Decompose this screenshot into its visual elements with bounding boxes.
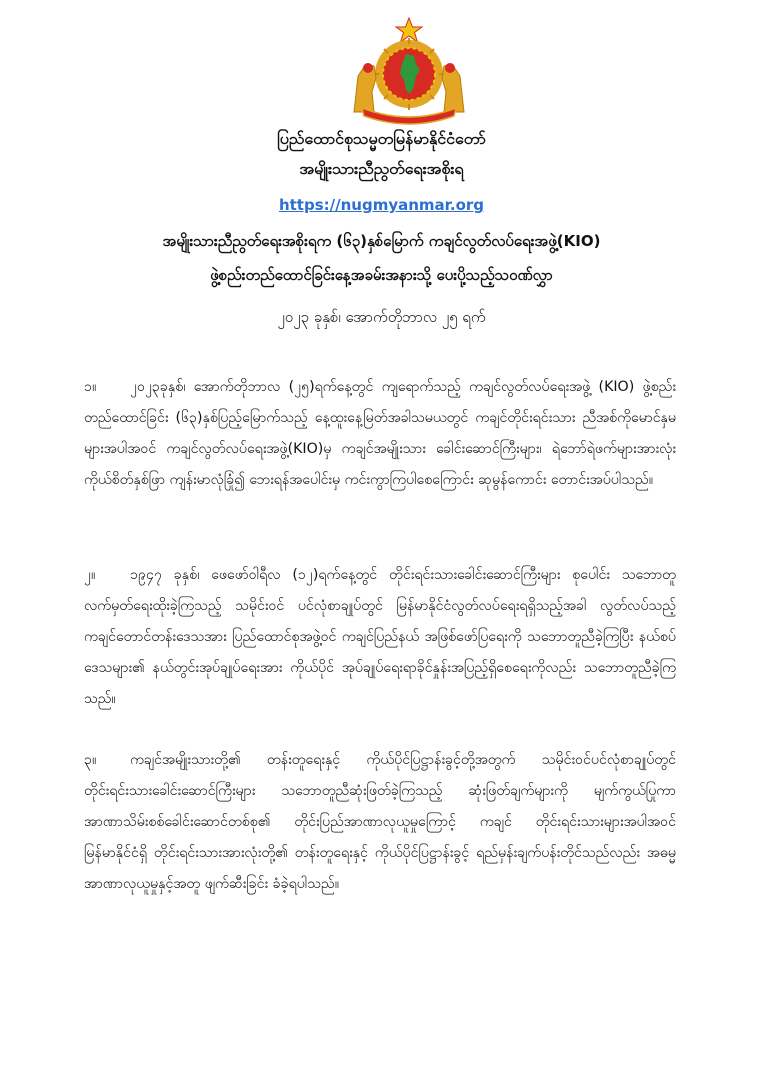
paragraph-2: [84, 560, 676, 715]
message-title-line-1: အမျိုးသားညီညွတ်ရေးအစိုးရက (၆၃)နှစ်မြောက် ကချင်လွတ်လပ်ရေးအဖွဲ့(KIO): [162, 232, 601, 250]
message-title-line-2: ဖွဲ့စည်းတည်ထောင်ခြင်းနေ့အခမ်းအနားသို့ ပေးပို့သည့်သဝဏ်လွှာ: [210, 266, 553, 284]
paragraph-number: ၁။: [84, 379, 97, 395]
paragraph-text: ၂၀၂၃ခုနှစ်၊ အောက်တိုဘာလ (၂၅)ရက်နေ့တွင် ကျရောက်သည့် ကချင်လွတ်လပ်ရေးအဖွဲ့ (KIO) ဖွဲ့စည်းတည်ထောင်ခြင်း (၆၃)နှစ်ပြည့်မြောက်သည့် နေ့ထူးနေ့မြတ်အခါသမယတွင် ကချင်တိုင်းရင်းသား ညီအစ်ကိုမောင်နှမများအပါအဝင် ကချင်လွတ်လပ်ရေးအဖွဲ့(KIO)မှ ကချင်အမျိုးသား ခေါင်းဆောင်ကြီးများ၊ ရဲဘော်ရဲဖက်များအားလုံး ကိုယ်စိတ်နှစ်ဖြာ ကျန်းမာလုံခြုံ၍ ဘေးရန်အပေါင်းမှ ကင်းကွာကြပါစေကြောင်း ဆုမွန်ကောင်း တောင်းအပ်ပါသည်။: [84, 379, 676, 488]
paragraph-1: [84, 372, 676, 496]
paragraph-text: ကချင်အမျိုးသားတို့၏ တန်းတူရေးနှင့် ကိုယ်ပိုင်ပြဋ္ဌာန်းခွင့်တို့အတွက် သမိုင်းဝင်ပင်လုံစာချုပ်တွင် တိုင်းရင်းသားခေါင်းဆောင်ကြီးများ သဘောတူညီဆုံးဖြတ်ခဲ့ကြသည့် ဆုံးဖြတ်ချက်များကို မျက်ကွယ်ပြုကာ အာဏာသိမ်းစစ်ခေါင်းဆောင်တစ်စု၏ တိုင်းပြည်အာဏာလုယူမှုကြောင့် ကချင် တိုင်းရင်းသားများအပါအဝင် မြန်မာနိုင်ငံရှိ တိုင်းရင်းသားအားလုံးတို့၏ တန်းတူရေးနှင့် ကိုယ်ပိုင်ပြဋ္ဌာန်းခွင့် ရည်မှန်းချက်ပန်းတိုင်သည်လည်း အဓမ္မအာဏာလုယူမှုနှင့်အတူ ဖျက်ဆီးခြင်း ခံခဲ့ရပါသည်။: [84, 752, 676, 892]
org-name-line-2: အမျိုးသားညီညွတ်ရေးအစိုးရ: [299, 159, 464, 178]
website-link[interactable]: https://nugmyanmar.org: [278, 196, 485, 214]
paragraph-number: ၂။: [84, 567, 96, 583]
message-date: ၂၀၂၃ ခုနှစ်၊ အောက်တိုဘာလ ၂၅ ရက်: [277, 308, 486, 326]
paragraph-number: ၃။: [84, 752, 97, 768]
seal-base-scroll: [362, 108, 456, 124]
paragraph-text: ၁၉၄၇ ခုနှစ်၊ ဖေဖော်ဝါရီလ (၁၂)ရက်နေ့တွင် တိုင်းရင်းသားခေါင်းဆောင်ကြီးများ စုပေါင်း သဘောတူ လက်မှတ်ရေးထိုးခဲ့ကြသည့် သမိုင်းဝင် ပင်လုံစာချုပ်တွင် မြန်မာနိုင်ငံလွတ်လပ်ရေးရရှိသည့်အခါ လွတ်လပ်သည့် ကချင်တောင်တန်းဒေသအား ပြည်ထောင်စုအဖွဲ့ဝင် ကချင်ပြည်နယ် အဖြစ်ဖော်ပြရေးကို သဘောတူညီခဲ့ကြပြီး နယ်စပ်ဒေသများ၏ နယ်တွင်းအုပ်ချုပ်ရေးအား ကိုယ်ပိုင် အုပ်ချုပ်ရေးရာခိုင်နှုန်းအပြည့်ရှိစေရေးကိုလည်း သဘောတူညီခဲ့ကြသည်။: [84, 567, 676, 707]
state-seal-emblem: [348, 16, 470, 126]
org-name-line-1: ပြည်ထောင်စုသမ္မတမြန်မာနိုင်ငံတော်: [277, 129, 486, 148]
paragraph-3: [84, 745, 676, 900]
